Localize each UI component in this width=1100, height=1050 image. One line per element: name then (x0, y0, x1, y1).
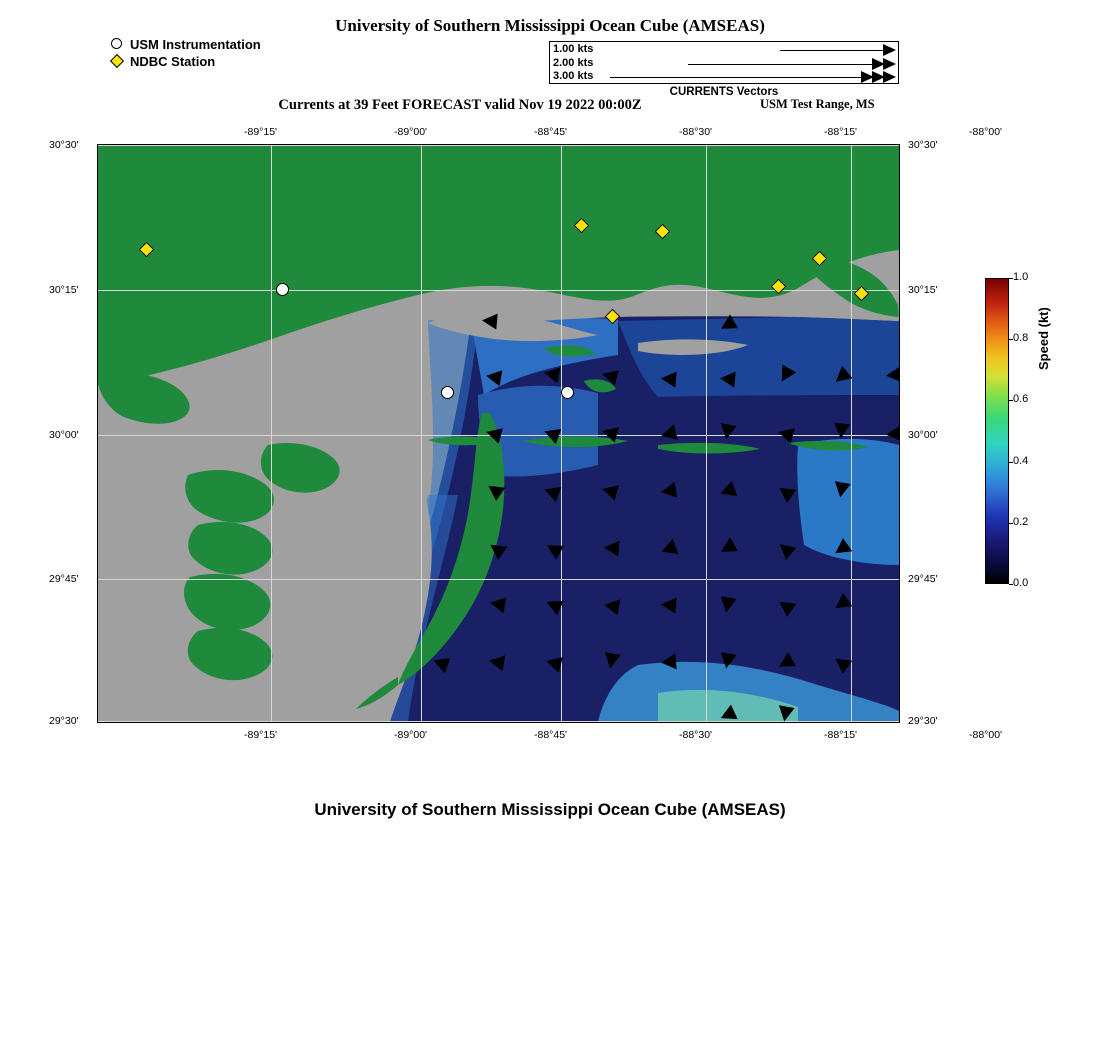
gridline-vertical (421, 145, 422, 722)
x-axis-tick-top: -88°30' (679, 126, 713, 138)
current-vector-arrow (776, 705, 794, 723)
y-axis-tick-left: 30°15' (49, 284, 79, 296)
current-vector-arrow (718, 423, 736, 441)
page-title: University of Southern Mississippi Ocean Cube (AMSEAS) (335, 16, 765, 35)
vector-key-arrow-1 (883, 44, 896, 56)
current-vector-arrow (885, 425, 900, 442)
current-vector-arrow (660, 653, 676, 670)
current-vector-arrow (603, 539, 619, 556)
gridline-horizontal (98, 721, 899, 722)
gridline-horizontal (98, 145, 899, 146)
colorbar-tick-label: 0.4 (1013, 454, 1029, 467)
y-axis-tick-left: 29°30' (49, 715, 79, 727)
current-vector-arrow (832, 481, 850, 499)
colorbar-tick-label: 0.8 (1013, 332, 1029, 345)
vector-key-line-3 (610, 77, 885, 78)
current-vector-arrow (488, 653, 506, 671)
station-legend (110, 36, 261, 70)
y-axis-tick-left: 30°30' (49, 139, 79, 151)
current-vector-arrow (485, 368, 503, 386)
current-vector-arrow (602, 652, 620, 670)
current-vector-arrow (543, 365, 561, 383)
current-vector-arrow (489, 595, 507, 613)
y-axis-tick-right: 30°00' (908, 429, 938, 441)
current-vector-arrow (833, 423, 850, 439)
x-axis-tick-top: -88°45' (534, 126, 568, 138)
vector-key-label-1: 1.00 kts (553, 43, 594, 55)
x-axis-tick-top: -88°15' (824, 126, 858, 138)
map-canvas[interactable] (97, 144, 900, 723)
current-vector-arrow (885, 366, 900, 383)
vector-key-caption: CURRENTS Vectors (669, 86, 779, 98)
legend-label-usm: USM Instrumentation (130, 36, 261, 52)
usm-instrumentation-marker[interactable] (561, 386, 574, 399)
gridline-vertical (851, 145, 852, 722)
x-axis-tick-bottom: -88°45' (534, 729, 568, 741)
x-axis-tick-bottom: -88°30' (679, 729, 713, 741)
y-axis-tick-right: 29°30' (908, 715, 938, 727)
legend-item-ndbc (110, 53, 261, 69)
x-axis-tick-bottom: -89°15' (244, 729, 278, 741)
vector-key-arrow-3c (861, 71, 874, 83)
gridline-horizontal (98, 579, 899, 580)
vector-key-row-2 (550, 57, 900, 71)
y-axis-tick-left: 30°00' (49, 429, 79, 441)
vector-key-label-3: 3.00 kts (553, 70, 594, 82)
colorbar-tick-label: 1.0 (1013, 271, 1029, 283)
current-vector-arrow (718, 596, 736, 614)
vector-key-line-2 (688, 64, 885, 65)
usm-instrumentation-marker[interactable] (441, 386, 454, 399)
current-vector-arrow (481, 312, 497, 329)
current-vector-arrow (660, 596, 676, 613)
vector-key-arrow-2b (872, 58, 885, 70)
legend-item-usm (110, 36, 261, 52)
map-subtitle: Currents at 39 Feet FORECAST valid Nov 19 2022 00:00Z (278, 97, 642, 113)
colorbar-label: Speed (kt) (1036, 307, 1051, 370)
legend-label-ndbc: NDBC Station (130, 53, 216, 69)
colorbar-tick-label: 0.2 (1013, 515, 1029, 528)
y-axis-tick-right: 30°15' (908, 284, 938, 296)
y-axis-tick-right: 29°45' (908, 573, 938, 585)
vector-key-label-2: 2.00 kts (553, 57, 594, 69)
vector-key-row-3 (550, 70, 900, 84)
current-vector-arrow (660, 370, 676, 387)
x-axis-tick-bottom: -89°00' (394, 729, 428, 741)
current-vector-arrow (718, 652, 736, 670)
footer-title: University of Southern Mississippi Ocean Cube (AMSEAS) (314, 800, 786, 819)
current-vector-arrow (719, 370, 735, 387)
speed-colorbar (985, 278, 1009, 584)
x-axis-tick-top: -88°00' (969, 126, 1003, 138)
vector-scale-key (549, 41, 899, 84)
region-label: USM Test Range, MS (760, 97, 875, 111)
y-axis-tick-right: 30°30' (908, 139, 938, 151)
colorbar-tick-label: 0.0 (1013, 577, 1029, 589)
vector-key-row-1 (550, 43, 900, 57)
circle-marker-icon (110, 36, 126, 52)
usm-instrumentation-marker[interactable] (276, 283, 289, 296)
gridline-vertical (706, 145, 707, 722)
current-vector-arrow (660, 482, 678, 500)
x-axis-tick-top: -89°15' (244, 126, 278, 138)
x-axis-tick-bottom: -88°00' (969, 729, 1003, 741)
x-axis-tick-top: -89°00' (394, 126, 428, 138)
gridline-vertical (271, 145, 272, 722)
current-vector-arrow (603, 597, 621, 615)
gridline-vertical (561, 145, 562, 722)
x-axis-tick-bottom: -88°15' (824, 729, 858, 741)
y-axis-tick-left: 29°45' (49, 573, 79, 585)
vector-key-line-1 (780, 50, 885, 51)
diamond-marker-icon (110, 53, 126, 69)
colorbar-tick-label: 0.6 (1013, 393, 1029, 406)
